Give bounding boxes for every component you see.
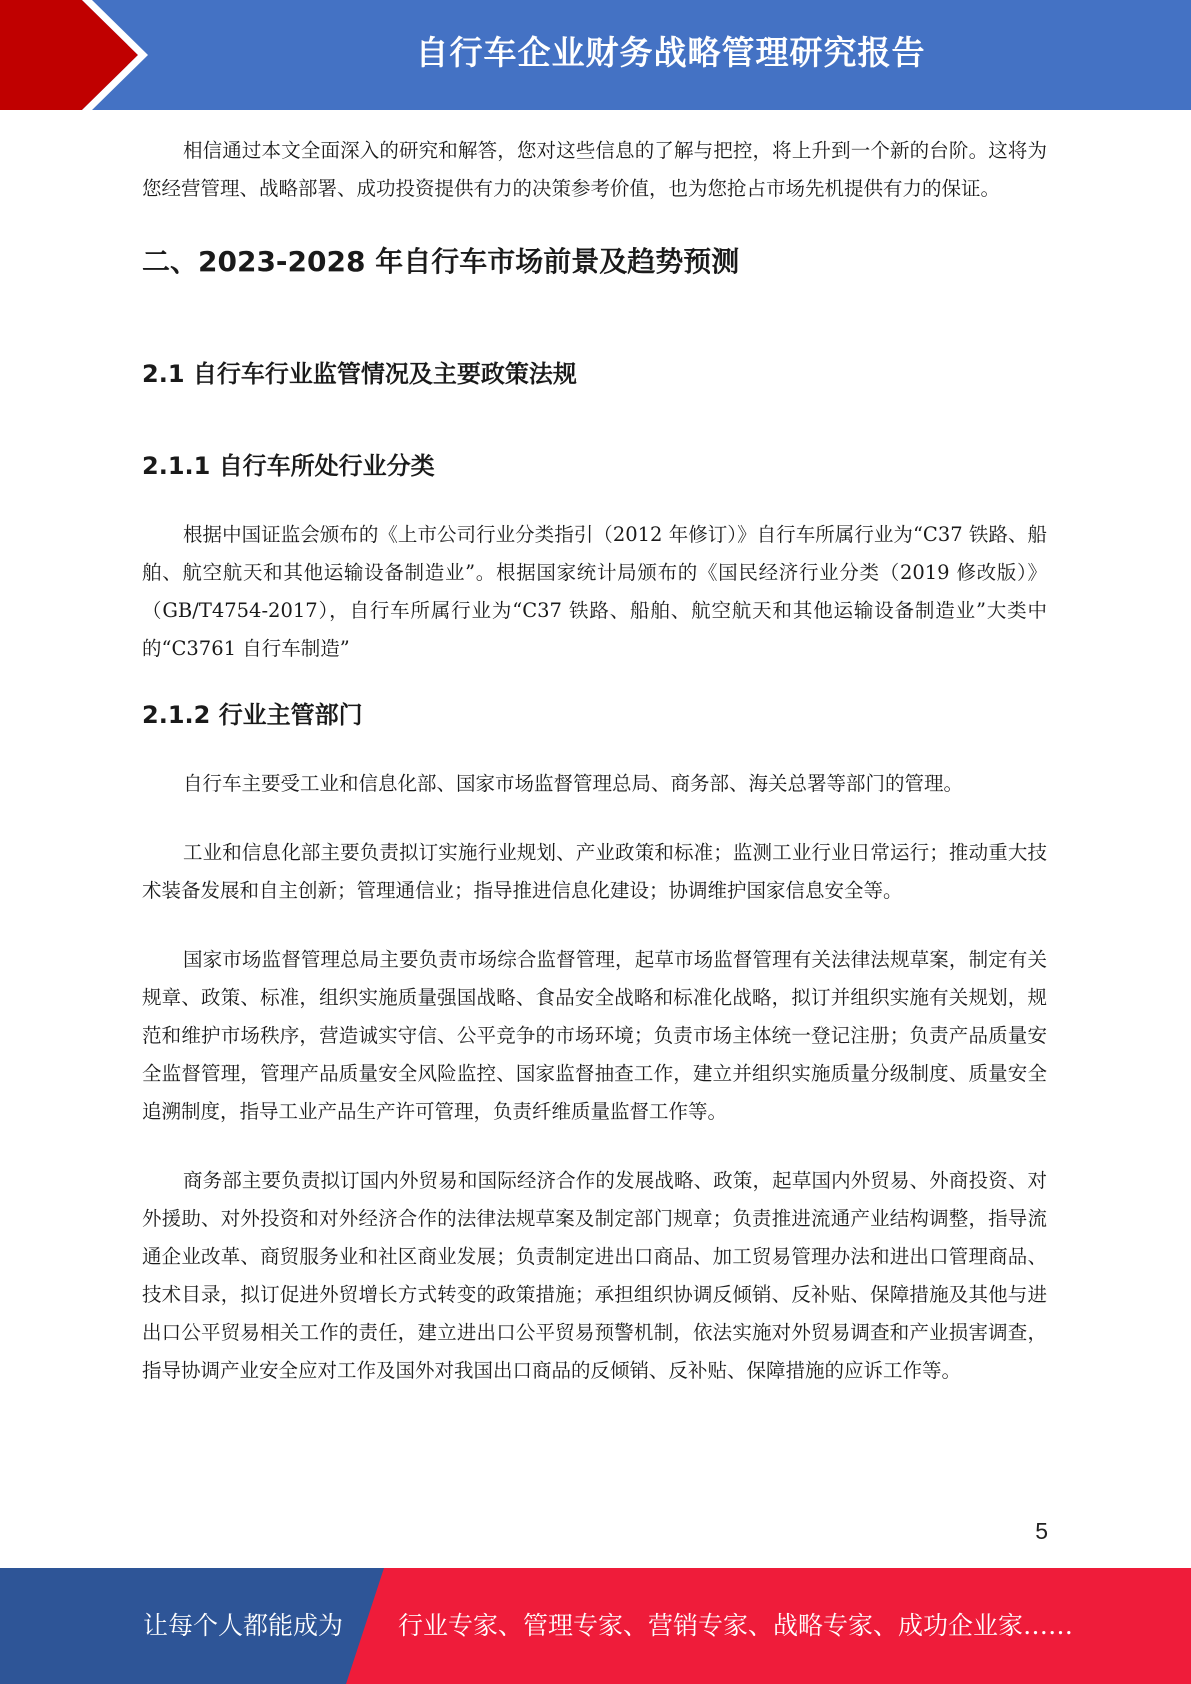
section-2-1-2-paragraph-2: 工业和信息化部主要负责拟订实施行业规划、产业政策和标准；监测工业行业日常运行；推动重大技术装备发展和自主创新；管理通信业；指导推进信息化建设；协调维护国家信息安全等。 <box>142 841 1047 902</box>
footer-slogan-right: 行业专家、管理专家、营销专家、战略专家、成功企业家…… <box>398 1611 1074 1640</box>
section-2-1-heading: 2.1 自行车行业监管情况及主要政策法规 <box>142 360 577 388</box>
section-2-1-2-paragraph-3: 国家市场监督管理总局主要负责市场综合监督管理，起草市场监督管理有关法律法规草案，制定有关规章、政策、标准，组织实施质量强国战略、食品安全战略和标准化战略，拟订并组织实施有关规划，规范和维护市场秩序，营造诚实守信、公平竞争的市场环境；负责市场主体统一登记注册；负责产品质量安全监督管理，管理产品质量安全风险监控、国家监督抽查工作，建立并组织实施质量分级制度、质量安全追溯制度，指导工业产品生产许可管理，负责纤维质量监督工作等。 <box>142 948 1047 1123</box>
document-body <box>142 132 1047 1421</box>
section-2-1-2-paragraph-4: 商务部主要负责拟订国内外贸易和国际经济合作的发展战略、政策，起草国内外贸易、外商投资、对外援助、对外投资和对外经济合作的法律法规草案及制定部门规章；负责推进流通产业结构调整，指导流通企业改革、商贸服务业和社区商业发展；负责制定进出口商品、加工贸易管理办法和进出口管理商品、技术目录，拟订促进外贸增长方式转变的政策措施；承担组织协调反倾销、反补贴、保障措施及其他与进出口公平贸易相关工作的责任，建立进出口公平贸易预警机制，依法实施对外贸易调查和产业损害调查，指导协调产业安全应对工作及国外对我国出口商品的反倾销、反补贴、保障措施的应诉工作等。 <box>142 1169 1047 1382</box>
intro-paragraph: 相信通过本文全面深入的研究和解答，您对这些信息的了解与把控，将上升到一个新的台阶。这将为您经营管理、战略部署、成功投资提供有力的决策参考价值，也为您抢占市场先机提供有力的保证。 <box>142 139 1047 200</box>
page-header <box>0 0 1191 110</box>
footer-slogan-left: 让每个人都能成为 <box>143 1611 344 1640</box>
section-2-1-1-heading: 2.1.1 自行车所处行业分类 <box>142 452 435 480</box>
section-2-1-1-paragraph: 根据中国证监会颁布的《上市公司行业分类指引（2012 年修订）》自行车所属行业为“C37 铁路、船舶、航空航天和其他运输设备制造业”。根据国家统计局颁布的《国民经济行业分类（2019 修改版）》（GB/T4754-2017），自行车所属行业为“C37 铁路、船舶、航空航天和其他运输设备制造业”大类中的“C3761 自行车制造” <box>142 523 1047 660</box>
section-2-heading: 二、2023-2028 年自行车市场前景及趋势预测 <box>142 245 740 278</box>
page-number: 5 <box>1035 1518 1048 1544</box>
report-title: 自行车企业财务战略管理研究报告 <box>415 33 926 72</box>
header-chevron-decoration <box>0 0 160 110</box>
section-2-1-2-paragraph-1: 自行车主要受工业和信息化部、国家市场监督管理总局、商务部、海关总署等部门的管理。 <box>183 772 964 795</box>
section-2-1-2-heading: 2.1.2 行业主管部门 <box>142 701 363 729</box>
page-footer <box>0 1568 1191 1684</box>
